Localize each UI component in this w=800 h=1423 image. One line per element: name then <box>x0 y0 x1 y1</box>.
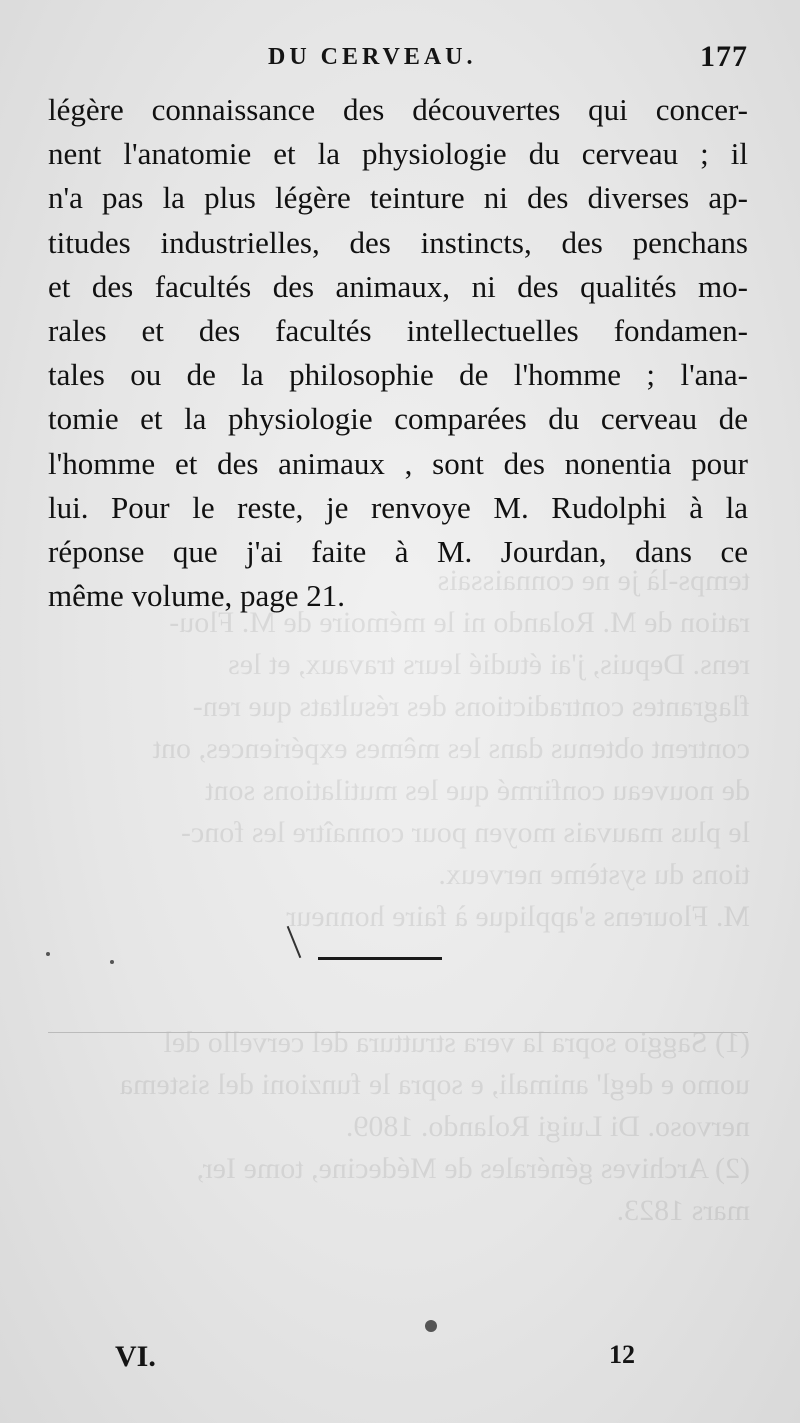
text-line: n'a pas la plus légère teinture ni des diverses ap- <box>48 180 748 216</box>
text-line: même volume, page 21. <box>48 578 345 614</box>
text-line: titudes industrielles, des instincts, des penchans <box>48 224 748 260</box>
text-line: et des facultés des animaux, ni des qualités mo- <box>48 268 748 304</box>
text-line: rales et des facultés intellectuelles fondamen- <box>48 313 748 349</box>
text-line: tales ou de la philosophie de l'homme ; l'ana- <box>48 357 748 393</box>
page-footer <box>115 1340 635 1380</box>
ink-speck <box>110 960 114 964</box>
signature-mark: VI. <box>115 1340 156 1373</box>
ink-mark <box>287 926 302 958</box>
text-line: lui. Pour le reste, je renvoye M. Rudolphi à la <box>48 489 748 525</box>
section-separator <box>318 957 442 960</box>
page-number: 177 <box>700 40 748 73</box>
text-line: réponse que j'ai faite à M. Jourdan, dans ce <box>48 534 748 570</box>
ink-speck <box>425 1320 437 1332</box>
gathering-number: 12 <box>609 1340 635 1369</box>
text-line: légère connaissance des découvertes qui concer- <box>48 92 748 127</box>
running-title: DU CERVEAU. <box>268 44 477 70</box>
text-line: nent l'anatomie et la physiologie du cerveau ; il <box>48 136 748 172</box>
text-line: l'homme et des animaux , sont des nonentia pour <box>48 445 748 481</box>
footnote-rule <box>48 1032 748 1033</box>
bleed-through-decoration: temps-là je ne connaissais ration de M. Rolando ni le mémoire de M. Flou- rens. Depuis, j'ai étudié leurs travaux, et les flagrantes contradictions des résultats que ren- contrent obtenus dans les mêmes expériences, ont de nouveau confirmé que les mutilations sont le plus mauvais moyen pour connaître les fonc- tions du système nerveux. M. Flourens s'applique à faire honneur (1) Saggio sopra la vera struttura del cervello del uomo e degl' animali, e sopra le funzioni del sistema nervoso. Di Luigi Rolando. 1809. (2) Archives générales de Médecine, tome Ier, mars 1823. <box>119 564 750 1227</box>
ink-speck <box>46 952 50 956</box>
running-head <box>48 40 748 80</box>
body-text <box>48 88 748 618</box>
text-line: tomie et la physiologie comparées du cerveau de <box>48 401 748 437</box>
